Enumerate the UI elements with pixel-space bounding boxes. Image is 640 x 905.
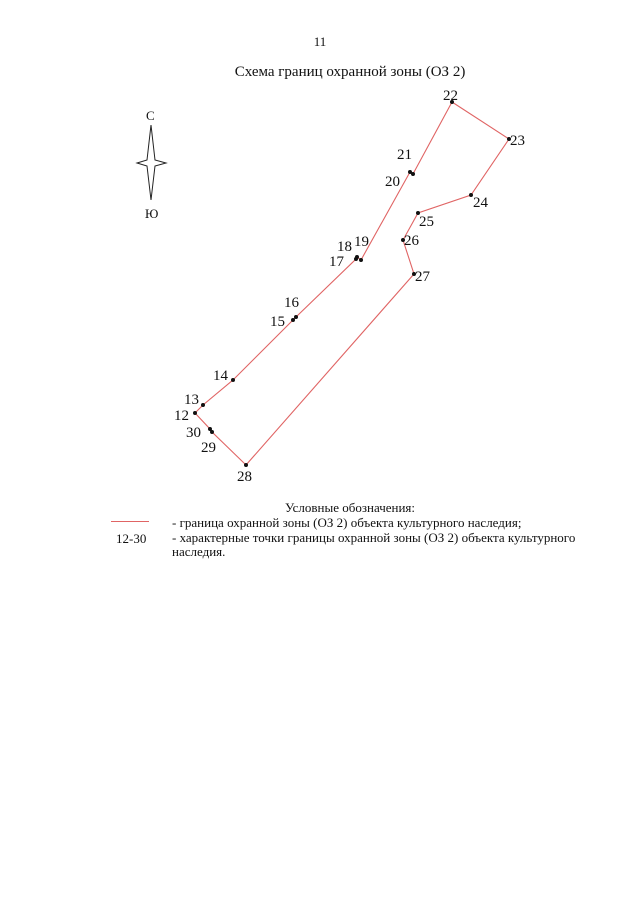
- boundary-point-30: [208, 427, 212, 431]
- point-label-20: 20: [385, 174, 400, 190]
- page-number: 11: [313, 34, 327, 49]
- point-label-18: 18: [337, 239, 352, 255]
- point-label-22: 22: [443, 88, 458, 104]
- compass-north-label: С: [146, 108, 155, 123]
- point-label-21: 21: [397, 147, 412, 163]
- point-label-26: 26: [404, 233, 419, 249]
- point-label-28: 28: [237, 469, 252, 485]
- point-label-17: 17: [329, 254, 344, 270]
- compass-south-label: Ю: [145, 206, 159, 221]
- point-label-12: 12: [174, 408, 189, 424]
- point-label-19: 19: [354, 234, 369, 250]
- point-label-14: 14: [213, 368, 228, 384]
- boundary-point-28: [244, 463, 248, 467]
- boundary-point-16: [294, 315, 298, 319]
- point-label-30: 30: [186, 425, 201, 441]
- point-label-27: 27: [415, 269, 430, 285]
- boundary-point-21: [411, 172, 415, 176]
- point-label-13: 13: [184, 392, 199, 408]
- boundary-point-15: [291, 318, 295, 322]
- scheme-title: Схема границ охранной зоны (ОЗ 2): [234, 64, 466, 80]
- boundary-points: [174, 88, 525, 485]
- legend-points-text: - характерные точки границы охранной зоны (ОЗ 2) объекта культурного наследия.: [172, 530, 576, 559]
- legend-boundary-line-sample: [111, 521, 149, 522]
- point-label-15: 15: [270, 314, 285, 330]
- boundary-point-14: [231, 378, 235, 382]
- boundary-point-18: [355, 255, 359, 259]
- legend-heading: Условные обозначения:: [285, 500, 416, 515]
- legend-points-code: 12-30: [116, 531, 147, 546]
- point-label-25: 25: [419, 214, 434, 230]
- compass-rose-icon: [137, 125, 166, 200]
- boundary-line: [195, 102, 509, 465]
- point-label-29: 29: [201, 440, 216, 456]
- point-label-23: 23: [510, 133, 525, 149]
- legend-boundary-line-text: - граница охранной зоны (ОЗ 2) объекта культурного наследия;: [172, 515, 522, 530]
- boundary-point-13: [201, 403, 205, 407]
- point-label-24: 24: [473, 195, 488, 211]
- boundary-point-19: [359, 258, 363, 262]
- boundary-point-12: [193, 411, 197, 415]
- point-label-16: 16: [284, 295, 299, 311]
